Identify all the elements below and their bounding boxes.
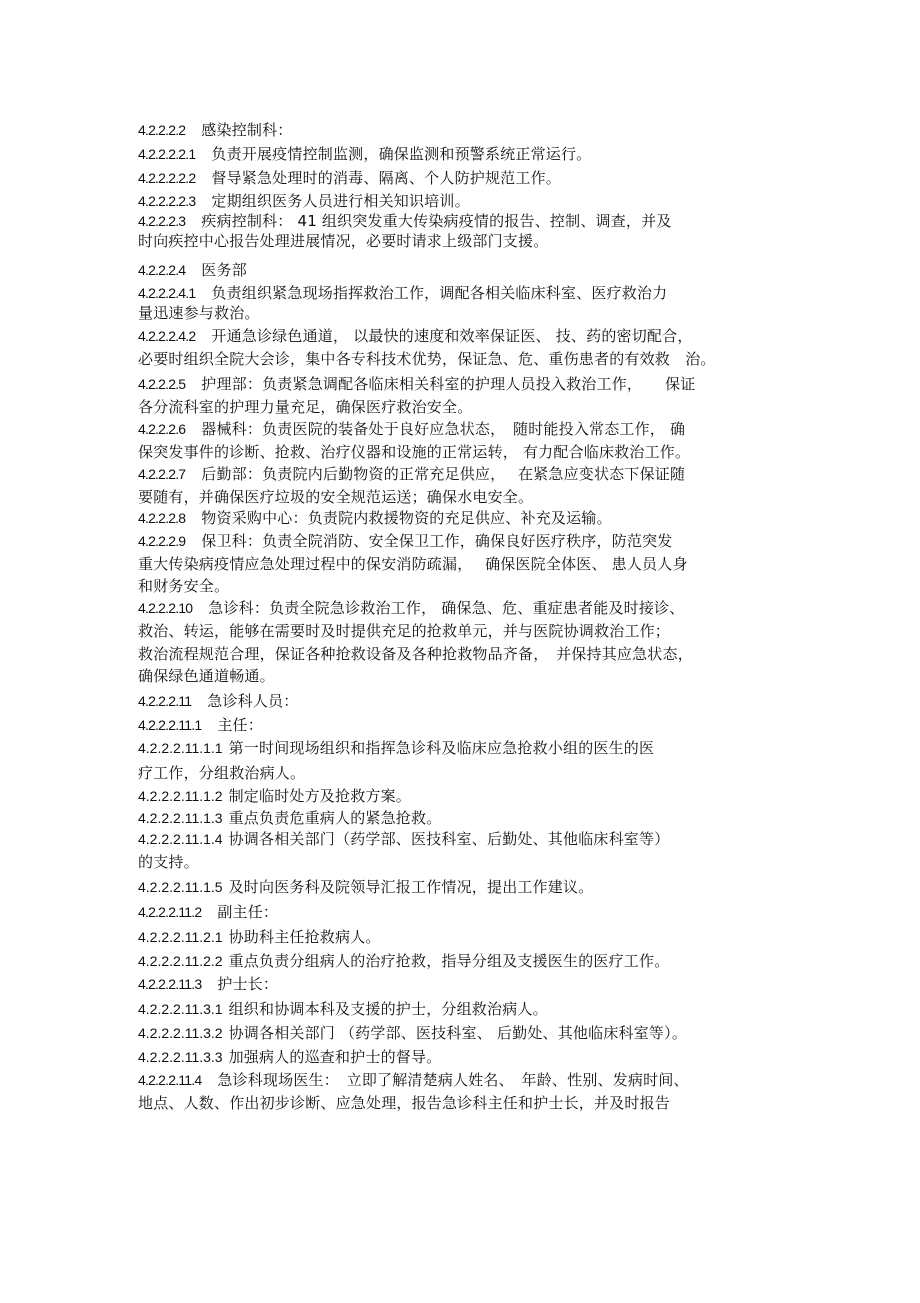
paragraph-continuation: 要随有，并确保医疗垃圾的安全规范运送；确保水电安全。 <box>138 488 534 506</box>
paragraph-line <box>138 419 685 439</box>
paragraph-continuation: 地点、人数、作出初步诊断、应急处理，报告急诊科主任和护士长，并及时报告 <box>138 1094 671 1112</box>
paragraph-text: 后勤部：负责院内后勤物资的正常充足供应， 在紧急应变状态下保证随 <box>201 465 686 483</box>
paragraph-line <box>138 144 591 164</box>
section-number: 4.2.2.2.4.2 <box>138 328 196 344</box>
paragraph-text: 制定临时处方及抢救方案。 <box>228 787 411 805</box>
paragraph-text: 物资采购中心：负责院内救援物资的充足供应、补充及运输。 <box>201 509 612 527</box>
section-number: 4.2.2.2.11.2.1 <box>138 929 223 945</box>
paragraph-line <box>138 1023 687 1043</box>
paragraph-continuation: 疗工作，分组救治病人。 <box>138 764 306 782</box>
section-number: 4.2.2.2.11.1.1 <box>138 740 223 756</box>
paragraph-text: 器械科：负责医院的装备处于良好应急状态， 随时能投入常态工作， 确 <box>201 420 686 438</box>
section-number: 4.2.2.2.11.1.2 <box>138 788 223 804</box>
paragraph-line <box>138 326 693 346</box>
paragraph-line <box>138 786 411 806</box>
paragraph-line <box>138 191 470 211</box>
paragraph-line <box>138 464 685 484</box>
paragraph-continuation: 重大传染病疫情应急处理过程中的保安消防疏漏， 确保医院全体医、 患人员人身 <box>138 555 688 573</box>
paragraph-continuation: 救治、转运，能够在需要时及时提供充足的抢救单元，并与医院协调救治工作； <box>138 622 671 640</box>
paragraph-text: 急诊科人员： <box>207 692 299 710</box>
paragraph-text: 负责组织紧急现场指挥救治工作，调配各相关临床科室、医疗救治力 <box>211 284 668 302</box>
section-number: 4.2.2.2.8 <box>138 510 186 526</box>
section-number: 4.2.2.2.9 <box>138 533 186 549</box>
paragraph-line <box>138 951 669 971</box>
paragraph-text: 督导紧急处理时的消毒、隔离、个人防护规范工作。 <box>211 169 561 187</box>
paragraph-continuation: 确保绿色通道畅通。 <box>138 667 275 685</box>
paragraph-line <box>138 808 441 828</box>
paragraph-continuation: 的支持。 <box>138 853 199 871</box>
paragraph-continuation: 各分流科室的护理力量充足，确保医疗救治安全。 <box>138 398 473 416</box>
paragraph-text: 急诊科：负责全院急诊救治工作， 确保急、危、重症患者能及时接诊、 <box>208 599 685 617</box>
paragraph-text: 疾病控制科： 41 组织突发重大传染病疫情的报告、控制、调查，并及 <box>201 212 672 230</box>
paragraph-text: 第一时间现场组织和指挥急诊科及临床应急抢救小组的医生的医 <box>228 739 655 757</box>
paragraph-text: 护理部：负责紧急调配各临床相关科室的护理人员投入救治工作， 保证 <box>201 375 696 393</box>
section-number: 4.2.2.2.3 <box>138 213 186 229</box>
section-number: 4.2.2.2.11.3 <box>138 976 202 992</box>
paragraph-line <box>138 1047 441 1067</box>
paragraph-line <box>138 168 561 188</box>
section-number: 4.2.2.2.11.1.4 <box>138 831 223 847</box>
paragraph-line <box>138 374 695 394</box>
paragraph-line <box>138 999 548 1019</box>
paragraph-text: 感染控制科： <box>201 121 293 139</box>
section-number: 4.2.2.2.11.2.2 <box>138 953 223 969</box>
paragraph-text: 副主任： <box>217 903 279 921</box>
paragraph-line <box>138 902 278 922</box>
paragraph-line <box>138 598 684 618</box>
paragraph-line <box>138 877 593 897</box>
section-number: 4.2.2.2.11 <box>138 693 192 709</box>
section-number: 4.2.2.2.11.1.3 <box>138 810 223 826</box>
paragraph-text: 主任： <box>217 716 263 734</box>
paragraph-continuation: 保突发事件的诊断、抢救、治疗仪器和设施的正常运转， 有力配合临床救治工作。 <box>138 443 691 461</box>
paragraph-line <box>138 738 654 758</box>
paragraph-text: 定期组织医务人员进行相关知识培训。 <box>211 192 470 210</box>
section-number: 4.2.2.2.11.4 <box>138 1072 202 1088</box>
paragraph-text: 协调各相关部门 （药学部、医技科室、 后勤处、其他临床科室等）。 <box>228 1024 688 1042</box>
section-number: 4.2.2.2.10 <box>138 600 193 616</box>
document-page <box>138 0 798 1303</box>
section-number: 4.2.2.2.4.1 <box>138 285 196 301</box>
paragraph-line <box>138 531 673 551</box>
paragraph-line <box>138 715 263 735</box>
section-number: 4.2.2.2.11.1.5 <box>138 879 223 895</box>
paragraph-continuation: 救治流程规范合理，保证各种抢救设备及各种抢救物品齐备， 并保持其应急状态， <box>138 645 693 663</box>
section-number: 4.2.2.2.2.2 <box>138 170 196 186</box>
paragraph-text: 开通急诊绿色通道， 以最快的速度和效率保证医、 技、药的密切配合， <box>211 327 693 345</box>
section-number: 4.2.2.2.5 <box>138 376 186 392</box>
paragraph-text: 保卫科：负责全院消防、安全保卫工作，确保良好医疗秩序，防范突发 <box>201 532 673 550</box>
paragraph-text: 重点负责危重病人的紧急抢救。 <box>228 809 442 827</box>
paragraph-text: 医务部 <box>201 261 247 279</box>
paragraph-text: 加强病人的巡查和护士的督导。 <box>228 1048 442 1066</box>
paragraph-line <box>138 120 293 140</box>
paragraph-line <box>138 1070 689 1090</box>
paragraph-text: 协助科主任抢救病人。 <box>228 928 381 946</box>
paragraph-text: 及时向医务科及院领导汇报工作情况，提出工作建议。 <box>228 878 594 896</box>
section-number: 4.2.2.2.11.3.1 <box>138 1001 223 1017</box>
paragraph-text: 护士长： <box>217 975 279 993</box>
section-number: 4.2.2.2.4 <box>138 262 186 278</box>
paragraph-continuation: 量迅速参与救治。 <box>138 304 260 322</box>
paragraph-text: 负责开展疫情控制监测，确保监测和预警系统正常运行。 <box>211 145 592 163</box>
section-number: 4.2.2.2.2.3 <box>138 193 196 209</box>
paragraph-text: 协调各相关部门（药学部、医技科室、后勤处、其他临床科室等） <box>228 830 670 848</box>
paragraph-text: 组织和协调本科及支援的护士，分组救治病人。 <box>228 1000 548 1018</box>
paragraph-continuation: 和财务安全。 <box>138 577 230 595</box>
section-number: 4.2.2.2.11.3.3 <box>138 1049 223 1065</box>
section-number: 4.2.2.2.2 <box>138 122 186 138</box>
paragraph-continuation: 必要时组织全院大会诊，集中各专科技术优势，保证急、危、重伤患者的有效救 治。 <box>138 350 716 368</box>
paragraph-text: 急诊科现场医生： 立即了解清楚病人姓名、 年龄、性别、发病时间、 <box>217 1071 689 1089</box>
section-number: 4.2.2.2.7 <box>138 466 186 482</box>
paragraph-line <box>138 260 247 280</box>
section-number: 4.2.2.2.11.3.2 <box>138 1025 223 1041</box>
paragraph-line <box>138 211 672 231</box>
section-number: 4.2.2.2.2.1 <box>138 146 196 162</box>
section-number: 4.2.2.2.6 <box>138 421 186 437</box>
paragraph-line <box>138 508 612 528</box>
paragraph-line <box>138 927 381 947</box>
paragraph-line <box>138 829 669 849</box>
paragraph-text: 重点负责分组病人的治疗抢救，指导分组及支援医生的医疗工作。 <box>228 952 670 970</box>
section-number: 4.2.2.2.11.1 <box>138 717 202 733</box>
paragraph-continuation: 时向疾控中心报告处理进展情况，必要时请求上级部门支援。 <box>138 232 549 250</box>
paragraph-line <box>138 974 278 994</box>
paragraph-line <box>138 691 298 711</box>
paragraph-line <box>138 283 667 303</box>
section-number: 4.2.2.2.11.2 <box>138 904 202 920</box>
